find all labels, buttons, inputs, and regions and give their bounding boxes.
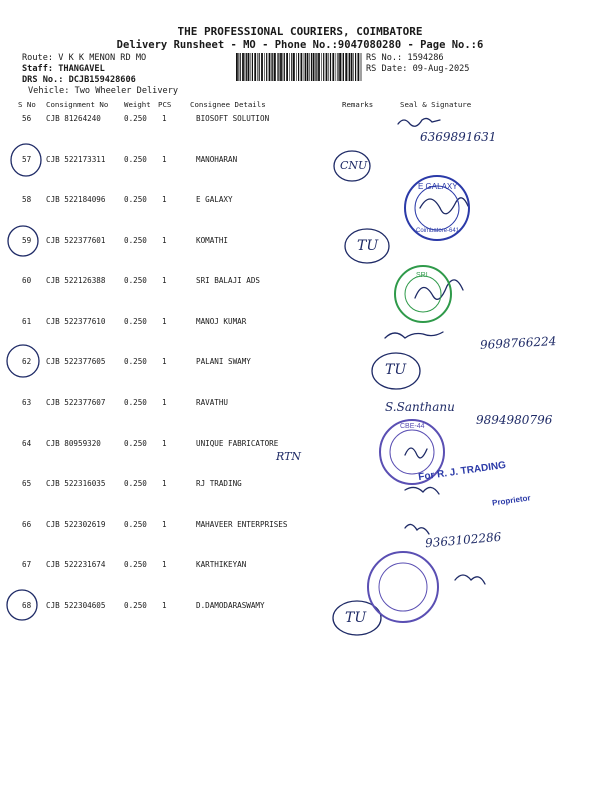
rj-trading-stamp-line2: Proprietor xyxy=(491,493,532,508)
row-consignee: KARTHIKEYAN xyxy=(196,560,247,569)
row-sno: 58 xyxy=(22,195,32,204)
row-weight: 0.250 xyxy=(124,276,147,285)
row-consignment: CJB 522184096 xyxy=(46,195,106,204)
barcode-bar xyxy=(339,53,341,81)
barcode-bar xyxy=(277,53,278,81)
row-pcs: 1 xyxy=(162,276,167,285)
barcode-bar xyxy=(269,53,271,81)
row-consignment: CJB 522231674 xyxy=(46,560,106,569)
barcode-bar xyxy=(298,53,299,81)
row-sno: 62 xyxy=(22,357,32,366)
signature-67 xyxy=(455,575,485,584)
barcode-bar xyxy=(274,53,276,81)
signature-61 xyxy=(385,332,443,338)
row-consignee: MANOJ KUMAR xyxy=(196,317,247,326)
row-pcs: 1 xyxy=(162,398,167,407)
barcode-bar xyxy=(349,53,350,81)
drs-number: DRS No.: DCJB159428606 xyxy=(22,75,136,85)
vehicle-label: Vehicle: Two Wheeler Delivery xyxy=(28,86,179,96)
row-pcs: 1 xyxy=(162,317,167,326)
signature-56 xyxy=(398,118,440,126)
barcode-bar xyxy=(328,53,329,81)
signature-58 xyxy=(420,198,468,214)
barcode-bar xyxy=(355,53,356,81)
col-header-weight: Weight xyxy=(124,100,151,109)
page-subtitle: Delivery Runsheet - MO - Phone No.:9047080280 - Page No.:6 xyxy=(116,39,484,51)
barcode-bar xyxy=(286,53,288,81)
barcode-bar xyxy=(311,53,312,81)
col-header-consignment: Consignment No xyxy=(46,100,109,109)
barcode-bar xyxy=(293,53,295,81)
barcode-bar xyxy=(296,53,297,81)
handwritten-name-63: S.Santhanu xyxy=(385,400,455,414)
row-pcs: 1 xyxy=(162,560,167,569)
row-consignment: CJB 522377607 xyxy=(46,398,106,407)
barcode-bar xyxy=(309,53,310,81)
row-consignee: KOMATHI xyxy=(196,236,229,245)
row-pcs: 1 xyxy=(162,195,167,204)
handwritten-phone-56: 6369891631 xyxy=(420,130,497,144)
barcode-bar xyxy=(246,53,247,81)
row-weight: 0.250 xyxy=(124,439,147,448)
handwritten-phone-66: 9363102286 xyxy=(424,529,502,551)
barcode-bar xyxy=(301,53,303,81)
handwritten-remark-59: TU xyxy=(357,238,379,254)
barcode-bar xyxy=(238,53,239,81)
row-consignment: CJB 522316035 xyxy=(46,479,106,488)
handwritten-remark-68: TU xyxy=(345,610,367,626)
signature-60 xyxy=(415,280,463,299)
row-pcs: 1 xyxy=(162,601,167,610)
row-sno: 63 xyxy=(22,398,32,407)
barcode-bar xyxy=(250,53,251,81)
row-pcs: 1 xyxy=(162,357,167,366)
barcode-bar xyxy=(318,53,320,81)
barcode-bar xyxy=(343,53,344,81)
row-consignee: RAVATHU xyxy=(196,398,229,407)
barcode-bar xyxy=(236,53,238,81)
row-pcs: 1 xyxy=(162,479,167,488)
rj-trading-stamp-line1: For R. J. TRADING xyxy=(417,459,507,484)
row-pcs: 1 xyxy=(162,439,167,448)
barcode-bar xyxy=(245,53,246,81)
barcode-bar xyxy=(254,53,256,81)
cbe-stamp-text: CBE-44 xyxy=(400,423,425,430)
row-sno: 65 xyxy=(22,479,32,488)
row-pcs: 1 xyxy=(162,155,167,164)
row-weight: 0.250 xyxy=(124,520,147,529)
barcode-bar xyxy=(342,53,343,81)
e-galaxy-stamp-top: E GALAXY xyxy=(418,182,458,191)
rs-date: RS Date: 09-Aug-2025 xyxy=(366,64,470,74)
col-header-sno: S No xyxy=(18,100,36,109)
row-consignment: CJB 522377605 xyxy=(46,357,106,366)
barcode-bar xyxy=(305,53,306,81)
barcode-bar xyxy=(248,53,250,81)
row-consignee: PALANI SWAMY xyxy=(196,357,251,366)
row-sno: 57 xyxy=(22,155,32,164)
row-weight: 0.250 xyxy=(124,114,147,123)
barcode-image xyxy=(236,53,362,81)
row-consignment: CJB 522377601 xyxy=(46,236,106,245)
signature-64 xyxy=(405,448,427,458)
row-consignee: UNIQUE FABRICATORE xyxy=(196,439,279,448)
row-pcs: 1 xyxy=(162,520,167,529)
barcode-bar xyxy=(348,53,349,81)
row-weight: 0.250 xyxy=(124,195,147,204)
e-galaxy-stamp-bottom: Coimbatore-641 xyxy=(416,228,460,234)
row-consignee: MANOHARAN xyxy=(196,155,238,164)
barcode-bar xyxy=(336,53,337,81)
barcode-bar xyxy=(291,53,292,81)
barcode-bar xyxy=(261,53,263,81)
barcode-bar xyxy=(271,53,272,81)
handwritten-phone-61: 9698766224 xyxy=(479,334,557,352)
row-weight: 0.250 xyxy=(124,155,147,164)
barcode-bar xyxy=(284,53,285,81)
barcode-bar xyxy=(361,53,362,81)
row-consignment: CJB 522377610 xyxy=(46,317,106,326)
page-title: THE PROFESSIONAL COURIERS, COIMBATORE xyxy=(177,25,423,38)
handwritten-phone-63: 9894980796 xyxy=(476,413,553,427)
barcode-bar xyxy=(283,53,284,81)
row-sno: 60 xyxy=(22,276,32,285)
row-pcs: 1 xyxy=(162,236,167,245)
row-consignee: RJ TRADING xyxy=(196,479,242,488)
row-consignment: CJB 81264240 xyxy=(46,114,101,123)
barcode-bar xyxy=(252,53,253,81)
row-weight: 0.250 xyxy=(124,357,147,366)
barcode-bar xyxy=(278,53,279,81)
barcode-bar xyxy=(351,53,353,81)
row-consignment: CJB 522302619 xyxy=(46,520,106,529)
row-consignee: E GALAXY xyxy=(196,195,233,204)
row-sno: 68 xyxy=(22,601,32,610)
barcode-bar xyxy=(304,53,305,81)
barcode-bar xyxy=(337,53,338,81)
handwritten-remark-64: RTN xyxy=(276,450,302,463)
col-header-consignee: Consignee Details xyxy=(190,100,266,109)
signature-66 xyxy=(405,524,429,534)
signature-65 xyxy=(405,487,439,494)
row-weight: 0.250 xyxy=(124,479,147,488)
barcode-bar xyxy=(289,53,290,81)
barcode-bar xyxy=(358,53,360,81)
row-sno: 67 xyxy=(22,560,32,569)
barcode-bar xyxy=(316,53,317,81)
row-weight: 0.250 xyxy=(124,601,147,610)
route-label: Route: V K K MENON RD MO xyxy=(22,53,147,63)
barcode-bar xyxy=(272,53,273,81)
barcode-bar xyxy=(280,53,282,81)
barcode-bar xyxy=(323,53,324,81)
barcode-bar xyxy=(240,53,241,81)
barcode-bar xyxy=(313,53,315,81)
barcode-bar xyxy=(264,53,265,81)
row-weight: 0.250 xyxy=(124,317,147,326)
barcode-bar xyxy=(266,53,267,81)
barcode-bar xyxy=(259,53,260,81)
barcode-bar xyxy=(242,53,244,81)
row-sno: 64 xyxy=(22,439,32,448)
handwritten-remark-62: TU xyxy=(385,362,407,378)
bottom-stamp xyxy=(368,552,438,622)
row-sno: 66 xyxy=(22,520,32,529)
col-header-pcs: PCS xyxy=(158,100,172,109)
row-sno: 56 xyxy=(22,114,32,123)
row-pcs: 1 xyxy=(162,114,167,123)
row-consignee: D.DAMODARASWAMY xyxy=(196,601,265,610)
row-weight: 0.250 xyxy=(124,560,147,569)
row-sno: 61 xyxy=(22,317,32,326)
row-consignment: CJB 522304605 xyxy=(46,601,106,610)
handwritten-remark-57: CNU xyxy=(340,159,368,172)
row-consignment: CJB 80959320 xyxy=(46,439,101,448)
row-weight: 0.250 xyxy=(124,398,147,407)
col-header-seal-signature: Seal & Signature xyxy=(400,100,472,109)
barcode-bar xyxy=(330,53,331,81)
row-consignee: SRI BALAJI ADS xyxy=(196,276,261,285)
row-consignment: CJB 522126388 xyxy=(46,276,106,285)
barcode-bar xyxy=(332,53,334,81)
barcode-bar xyxy=(321,53,322,81)
rs-number: RS No.: 1594286 xyxy=(366,53,444,63)
barcode-bar xyxy=(326,53,328,81)
barcode-bar xyxy=(353,53,354,81)
row-consignment: CJB 522173311 xyxy=(46,155,106,164)
row-consignee: MAHAVEER ENTERPRISES xyxy=(196,520,288,529)
col-header-remarks: Remarks xyxy=(342,100,374,109)
row-weight: 0.250 xyxy=(124,236,147,245)
row-sno: 59 xyxy=(22,236,32,245)
barcode-bar xyxy=(345,53,347,81)
barcode-bar xyxy=(315,53,316,81)
sri-stamp-text: SRI xyxy=(416,272,428,279)
staff-label: Staff: THANGAVEL xyxy=(22,64,105,74)
row-consignee: BIOSOFT SOLUTION xyxy=(196,114,270,123)
barcode-bar xyxy=(307,53,309,81)
barcode-bar xyxy=(257,53,258,81)
